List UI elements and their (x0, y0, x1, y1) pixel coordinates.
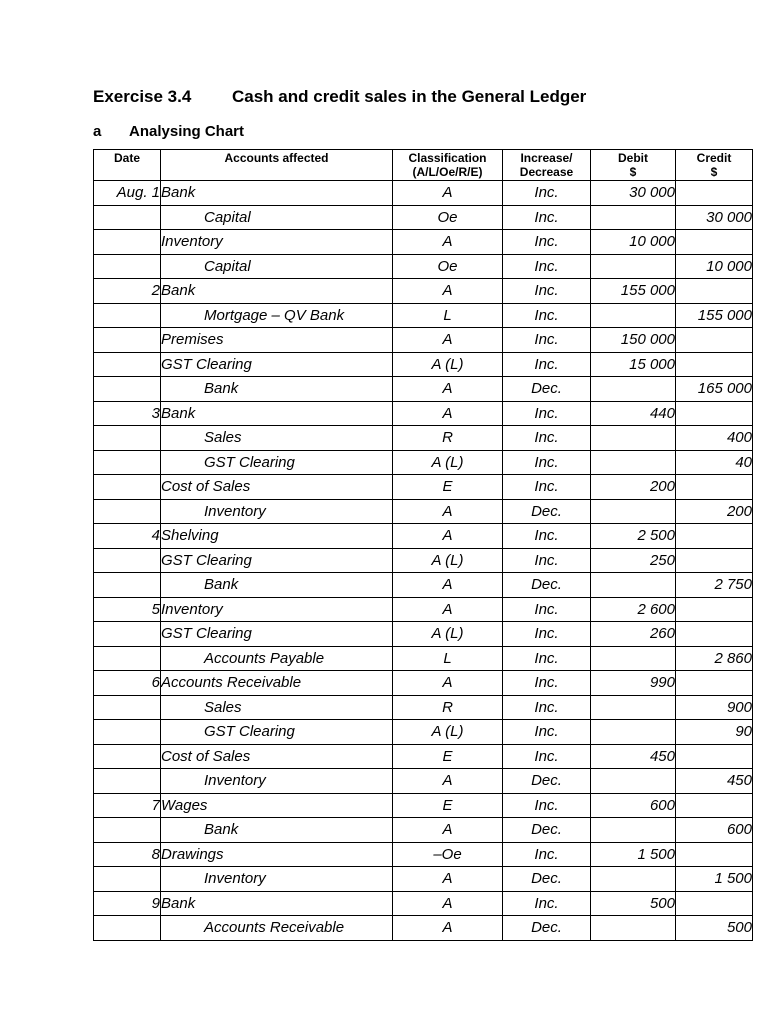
increase-decrease-cell: Dec. (503, 818, 591, 843)
increase-decrease-cell: Inc. (503, 426, 591, 451)
classification-cell: A (393, 916, 503, 941)
date-cell (94, 744, 161, 769)
increase-decrease-cell: Inc. (503, 254, 591, 279)
table-row (94, 671, 753, 696)
increase-decrease-cell: Inc. (503, 181, 591, 206)
debit-cell (591, 720, 676, 745)
classification-cell: A (393, 328, 503, 353)
table-row (94, 450, 753, 475)
date-cell (94, 303, 161, 328)
increase-decrease-cell: Inc. (503, 891, 591, 916)
credit-cell: 200 (676, 499, 753, 524)
debit-cell: 990 (591, 671, 676, 696)
credit-cell: 400 (676, 426, 753, 451)
increase-decrease-cell: Dec. (503, 916, 591, 941)
table-row (94, 401, 753, 426)
table-row (94, 573, 753, 598)
classification-cell: A (393, 499, 503, 524)
debit-cell (591, 499, 676, 524)
increase-decrease-cell: Inc. (503, 450, 591, 475)
debit-cell (591, 916, 676, 941)
table-row (94, 744, 753, 769)
credit-cell (676, 401, 753, 426)
account-cell: Bank (161, 818, 393, 843)
credit-cell: 500 (676, 916, 753, 941)
debit-cell: 30 000 (591, 181, 676, 206)
date-cell: 7 (94, 793, 161, 818)
credit-cell (676, 475, 753, 500)
account-cell: Mortgage – QV Bank (161, 303, 393, 328)
credit-cell (676, 842, 753, 867)
account-cell: Accounts Receivable (161, 916, 393, 941)
credit-cell (676, 352, 753, 377)
debit-cell (591, 769, 676, 794)
date-cell (94, 475, 161, 500)
table-row (94, 499, 753, 524)
table-row (94, 524, 753, 549)
credit-cell: 900 (676, 695, 753, 720)
credit-cell: 2 750 (676, 573, 753, 598)
date-cell: 5 (94, 597, 161, 622)
account-cell: Wages (161, 793, 393, 818)
classification-cell: A (393, 769, 503, 794)
date-cell: 6 (94, 671, 161, 696)
date-cell (94, 328, 161, 353)
account-cell: Sales (161, 426, 393, 451)
table-row (94, 842, 753, 867)
account-cell: GST Clearing (161, 720, 393, 745)
account-cell: Inventory (161, 597, 393, 622)
account-cell: Cost of Sales (161, 744, 393, 769)
date-cell (94, 720, 161, 745)
table-row (94, 695, 753, 720)
table-row (94, 352, 753, 377)
classification-cell: A (393, 573, 503, 598)
increase-decrease-cell: Inc. (503, 475, 591, 500)
date-cell (94, 769, 161, 794)
debit-cell: 440 (591, 401, 676, 426)
table-row (94, 230, 753, 255)
increase-decrease-cell: Inc. (503, 622, 591, 647)
classification-cell: Oe (393, 254, 503, 279)
classification-cell: A (393, 867, 503, 892)
table-row (94, 205, 753, 230)
account-cell: Capital (161, 254, 393, 279)
classification-cell: R (393, 695, 503, 720)
date-cell: 8 (94, 842, 161, 867)
date-cell: Aug. 1 (94, 181, 161, 206)
date-cell (94, 818, 161, 843)
debit-cell: 15 000 (591, 352, 676, 377)
classification-cell: A (393, 818, 503, 843)
credit-cell: 1 500 (676, 867, 753, 892)
debit-cell (591, 646, 676, 671)
classification-cell: A (L) (393, 352, 503, 377)
debit-cell (591, 450, 676, 475)
credit-cell (676, 744, 753, 769)
classification-cell: E (393, 793, 503, 818)
debit-cell: 500 (591, 891, 676, 916)
classification-cell: A (393, 891, 503, 916)
date-cell (94, 548, 161, 573)
date-cell (94, 426, 161, 451)
classification-cell: A (393, 181, 503, 206)
header-debit: Debit $ (591, 150, 676, 181)
debit-cell (591, 695, 676, 720)
table-row (94, 279, 753, 304)
account-cell: Drawings (161, 842, 393, 867)
table-row (94, 303, 753, 328)
account-cell: Bank (161, 401, 393, 426)
exercise-heading (93, 87, 586, 107)
section-heading (93, 123, 244, 140)
increase-decrease-cell: Inc. (503, 328, 591, 353)
header-classification: Classification (A/L/Oe/R/E) (393, 150, 503, 181)
increase-decrease-cell: Inc. (503, 352, 591, 377)
classification-cell: A (393, 230, 503, 255)
credit-cell: 40 (676, 450, 753, 475)
credit-cell (676, 597, 753, 622)
account-cell: Bank (161, 377, 393, 402)
header-accounts-affected: Accounts affected (161, 150, 393, 181)
table-row (94, 597, 753, 622)
increase-decrease-cell: Inc. (503, 548, 591, 573)
account-cell: GST Clearing (161, 622, 393, 647)
table-row (94, 426, 753, 451)
increase-decrease-cell: Inc. (503, 695, 591, 720)
debit-cell: 600 (591, 793, 676, 818)
increase-decrease-cell: Inc. (503, 646, 591, 671)
account-cell: Inventory (161, 499, 393, 524)
classification-cell: A (393, 377, 503, 402)
credit-cell (676, 328, 753, 353)
date-cell: 9 (94, 891, 161, 916)
debit-cell (591, 426, 676, 451)
date-cell (94, 205, 161, 230)
date-cell (94, 573, 161, 598)
table-row (94, 720, 753, 745)
analysing-chart-table (93, 149, 753, 941)
debit-cell (591, 573, 676, 598)
section-title: Analysing Chart (129, 123, 245, 140)
debit-cell: 1 500 (591, 842, 676, 867)
header-increase-decrease: Increase/ Decrease (503, 150, 591, 181)
table-row (94, 793, 753, 818)
credit-cell: 600 (676, 818, 753, 843)
increase-decrease-cell: Inc. (503, 303, 591, 328)
date-cell: 4 (94, 524, 161, 549)
classification-cell: A (393, 671, 503, 696)
increase-decrease-cell: Dec. (503, 377, 591, 402)
increase-decrease-cell: Inc. (503, 793, 591, 818)
debit-cell: 200 (591, 475, 676, 500)
table-row (94, 891, 753, 916)
debit-cell: 10 000 (591, 230, 676, 255)
date-cell: 3 (94, 401, 161, 426)
table-row (94, 181, 753, 206)
classification-cell: –Oe (393, 842, 503, 867)
account-cell: Accounts Payable (161, 646, 393, 671)
table-row (94, 548, 753, 573)
section-letter: a (93, 123, 102, 140)
credit-cell: 10 000 (676, 254, 753, 279)
increase-decrease-cell: Dec. (503, 573, 591, 598)
credit-cell (676, 230, 753, 255)
credit-cell: 165 000 (676, 377, 753, 402)
debit-cell (591, 205, 676, 230)
classification-cell: E (393, 744, 503, 769)
credit-cell (676, 524, 753, 549)
account-cell: Sales (161, 695, 393, 720)
classification-cell: A (393, 524, 503, 549)
date-cell (94, 352, 161, 377)
date-cell (94, 916, 161, 941)
table-row (94, 254, 753, 279)
credit-cell: 2 860 (676, 646, 753, 671)
credit-cell (676, 548, 753, 573)
table-row (94, 475, 753, 500)
increase-decrease-cell: Inc. (503, 720, 591, 745)
classification-cell: L (393, 646, 503, 671)
table-row (94, 769, 753, 794)
debit-cell: 450 (591, 744, 676, 769)
date-cell (94, 622, 161, 647)
classification-cell: A (393, 279, 503, 304)
increase-decrease-cell: Inc. (503, 524, 591, 549)
account-cell: Shelving (161, 524, 393, 549)
table-row (94, 328, 753, 353)
credit-cell: 155 000 (676, 303, 753, 328)
classification-cell: R (393, 426, 503, 451)
table-row (94, 916, 753, 941)
date-cell (94, 646, 161, 671)
date-cell (94, 254, 161, 279)
credit-cell (676, 891, 753, 916)
exercise-title: Cash and credit sales in the General Ledger (232, 87, 587, 106)
classification-cell: A (L) (393, 548, 503, 573)
credit-cell: 450 (676, 769, 753, 794)
credit-cell (676, 181, 753, 206)
debit-cell: 250 (591, 548, 676, 573)
increase-decrease-cell: Inc. (503, 842, 591, 867)
increase-decrease-cell: Dec. (503, 499, 591, 524)
date-cell (94, 867, 161, 892)
account-cell: GST Clearing (161, 352, 393, 377)
account-cell: Inventory (161, 230, 393, 255)
account-cell: Accounts Receivable (161, 671, 393, 696)
classification-cell: A (393, 597, 503, 622)
classification-cell: A (L) (393, 450, 503, 475)
debit-cell: 2 600 (591, 597, 676, 622)
header-date: Date (94, 150, 161, 181)
classification-cell: Oe (393, 205, 503, 230)
table-row (94, 622, 753, 647)
account-cell: Bank (161, 573, 393, 598)
increase-decrease-cell: Inc. (503, 279, 591, 304)
account-cell: Inventory (161, 769, 393, 794)
table-row (94, 818, 753, 843)
classification-cell: A (393, 401, 503, 426)
table-row (94, 867, 753, 892)
credit-cell: 30 000 (676, 205, 753, 230)
account-cell: GST Clearing (161, 450, 393, 475)
debit-cell (591, 867, 676, 892)
debit-cell: 260 (591, 622, 676, 647)
account-cell: GST Clearing (161, 548, 393, 573)
date-cell (94, 499, 161, 524)
increase-decrease-cell: Inc. (503, 401, 591, 426)
credit-cell (676, 279, 753, 304)
date-cell (94, 450, 161, 475)
account-cell: Bank (161, 891, 393, 916)
account-cell: Capital (161, 205, 393, 230)
account-cell: Bank (161, 181, 393, 206)
date-cell (94, 695, 161, 720)
classification-cell: E (393, 475, 503, 500)
increase-decrease-cell: Inc. (503, 744, 591, 769)
account-cell: Cost of Sales (161, 475, 393, 500)
increase-decrease-cell: Dec. (503, 769, 591, 794)
credit-cell (676, 793, 753, 818)
date-cell: 2 (94, 279, 161, 304)
classification-cell: A (L) (393, 720, 503, 745)
credit-cell (676, 671, 753, 696)
date-cell (94, 377, 161, 402)
increase-decrease-cell: Inc. (503, 205, 591, 230)
exercise-number: Exercise 3.4 (93, 87, 192, 106)
increase-decrease-cell: Inc. (503, 230, 591, 255)
increase-decrease-cell: Inc. (503, 671, 591, 696)
debit-cell (591, 377, 676, 402)
increase-decrease-cell: Inc. (503, 597, 591, 622)
date-cell (94, 230, 161, 255)
debit-cell: 155 000 (591, 279, 676, 304)
debit-cell: 2 500 (591, 524, 676, 549)
debit-cell (591, 254, 676, 279)
increase-decrease-cell: Dec. (503, 867, 591, 892)
table-body (94, 181, 753, 941)
table-row (94, 377, 753, 402)
debit-cell (591, 303, 676, 328)
account-cell: Premises (161, 328, 393, 353)
credit-cell (676, 622, 753, 647)
table-row (94, 646, 753, 671)
classification-cell: A (L) (393, 622, 503, 647)
debit-cell: 150 000 (591, 328, 676, 353)
account-cell: Bank (161, 279, 393, 304)
table-header-row (94, 150, 753, 181)
debit-cell (591, 818, 676, 843)
classification-cell: L (393, 303, 503, 328)
credit-cell: 90 (676, 720, 753, 745)
header-credit: Credit $ (676, 150, 753, 181)
account-cell: Inventory (161, 867, 393, 892)
